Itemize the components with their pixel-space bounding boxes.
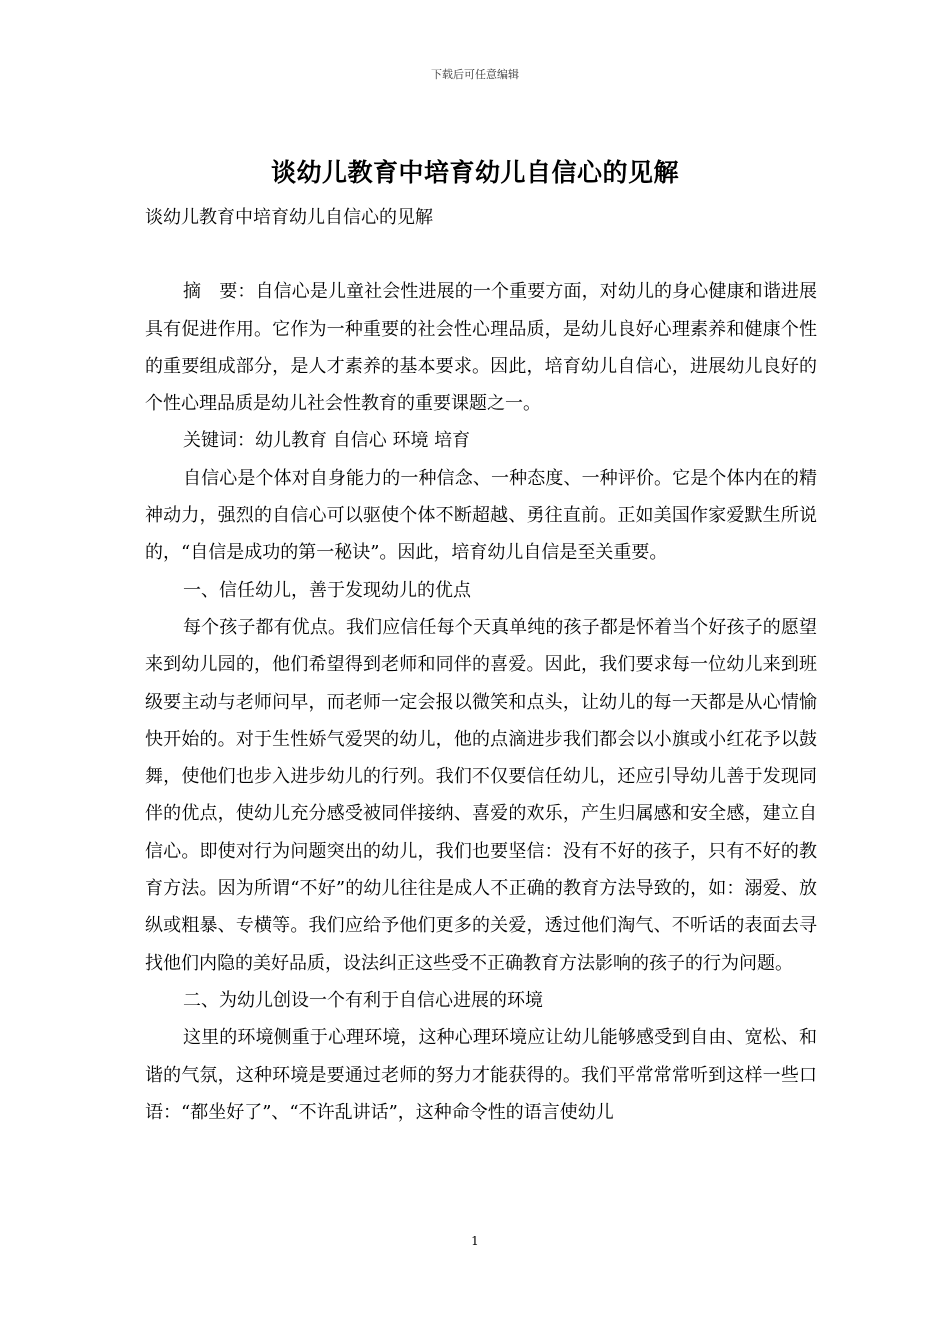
section-heading-2: 二、为幼儿创设一个有利于自信心进展的环境 — [183, 989, 543, 1011]
abstract-paragraph: 摘 要：自信心是儿童社会性进展的一个重要方面，对幼儿的身心健康和谐进展具有促进作用。它作为一种重要的社会性心理品质，是幼儿良好心理素养和健康个性的重要组成部分，是人才素养的基本要求。因此，培育幼儿自信心，进展幼儿良好的个性心理品质是幼儿社会性教育的重要课题之一。 — [145, 281, 817, 415]
keywords-paragraph: 关键词：幼儿教育 自信心 环境 培育 — [183, 430, 471, 452]
header-note: 下载后可任意编辑 — [431, 68, 519, 81]
blank-line — [145, 236, 817, 273]
document-subtitle: 谈幼儿教育中培育幼儿自信心的见解 — [145, 207, 433, 228]
section-2-paragraph: 这里的环境侧重于心理环境，这种心理环境应让幼儿能够感受到自由、宽松、和谐的气氛，这种环境是要通过老师的努力才能获得的。我们平常常常听到这样一些口语：“都坐好了”、“不许乱讲话”，这种命令性的语言使幼儿 — [145, 1027, 817, 1123]
page-number: 1 — [471, 1234, 479, 1248]
document-title: 谈幼儿教育中培育幼儿自信心的见解 — [270, 158, 679, 187]
section-1-paragraph: 每个孩子都有优点。我们应信任每个天真单纯的孩子都是怀着当个好孩子的愿望来到幼儿园的，他们希望得到老师和同伴的喜爱。因此，我们要求每一位幼儿来到班级要主动与老师问早，而老师一定会报以微笑和点头，让幼儿的每一天都是从心情愉快开始的。对于生性娇气爱哭的幼儿，他的点滴进步我们都会以小旗或小红花予以鼓舞，使他们也步入进步幼儿的行列。我们不仅要信任幼儿，还应引导幼儿善于发现同伴的优点，使幼儿充分感受被同伴接纳、喜爱的欢乐，产生归属感和安全感，建立自信心。即使对行为问题突出的幼儿，我们也要坚信：没有不好的孩子，只有不好的教育方法。因为所谓“不好”的幼儿往往是成人不正确的教育方法导致的，如：溺爱、放纵或粗暴、专横等。我们应给予他们更多的关爱，透过他们淘气、不听话的表面去寻找他们内隐的美好品质，设法纠正这些受不正确教育方法影响的孩子的行为问题。 — [145, 616, 817, 974]
intro-paragraph: 自信心是个体对自身能力的一种信念、一种态度、一种评价。它是个体内在的精神动力，强烈的自信心可以驱使个体不断超越、勇往直前。正如美国作家爱默生所说的，“自信是成功的第一秘诀”。因此，培育幼儿自信是至关重要。 — [145, 467, 817, 564]
section-heading-1: 一、信任幼儿，善于发现幼儿的优点 — [183, 579, 471, 601]
document-body — [145, 199, 817, 1131]
